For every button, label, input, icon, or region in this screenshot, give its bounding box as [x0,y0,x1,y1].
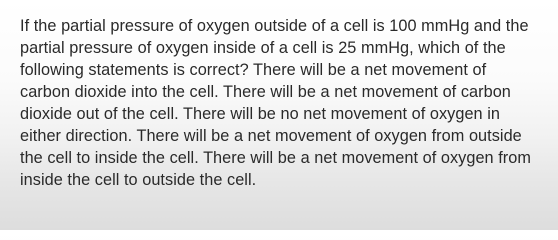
question-text: If the partial pressure of oxygen outside of a cell is 100 mmHg and the partial pressure of oxygen inside of a cell is 25 mmHg, which of the following statements is correct? There will be a net movement of carbon dioxide into the cell. There will be a net movement of carbon dioxide out of the cell. There will be no net movement of oxygen in either direction. There will be a net movement of oxygen from outside the cell to inside the cell. There will be a net movement of oxygen from inside the cell to outside the cell. [20,17,531,189]
